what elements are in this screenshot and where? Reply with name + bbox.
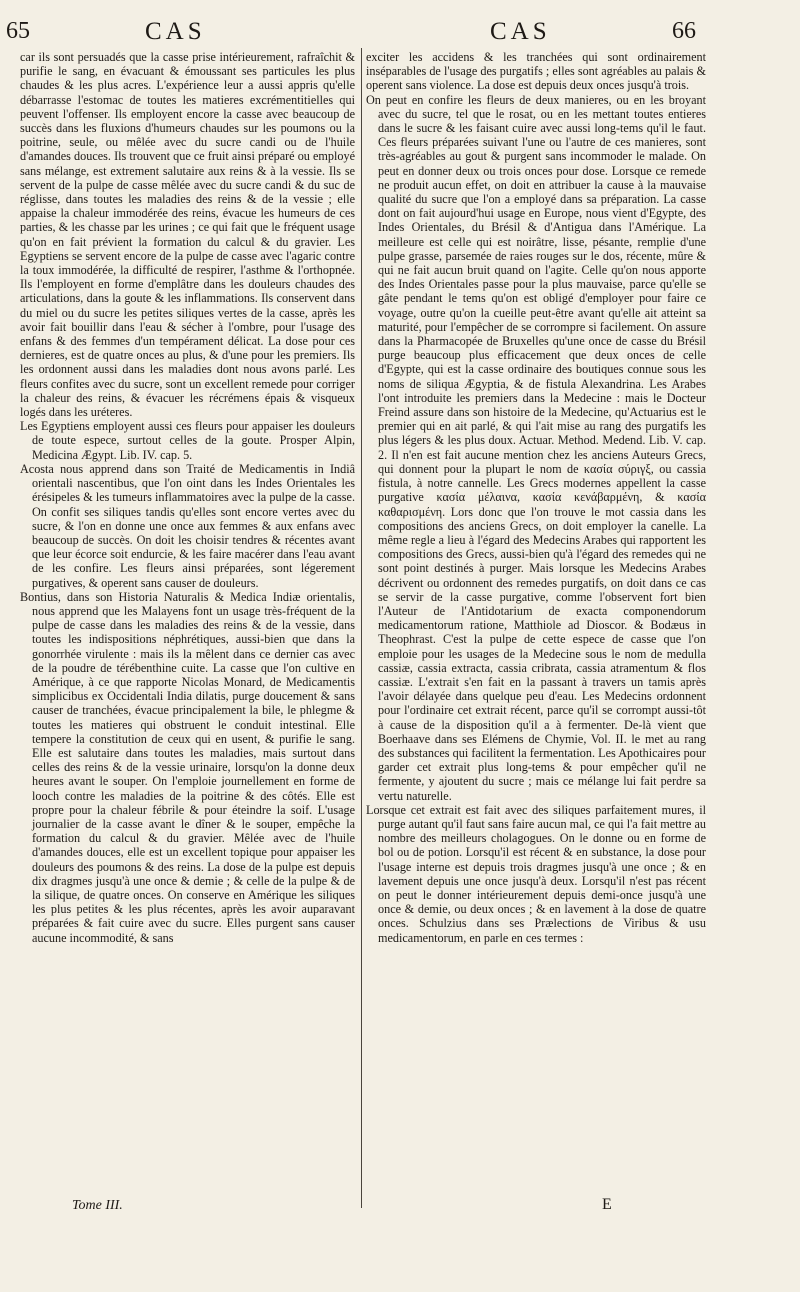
headword-left: CAS xyxy=(145,18,206,45)
running-header xyxy=(0,12,800,45)
column-divider xyxy=(361,48,362,1208)
paragraph: Les Egyptiens employent aussi ces fleurs pour appaiser les douleurs de toute espece, surtout celles de la goute. Prosper Alpin, Medicina Ægypt. Lib. IV. cap. 5. xyxy=(20,419,355,462)
page-number-right: 66 xyxy=(672,18,696,44)
signature-mark: E xyxy=(602,1196,612,1213)
page-number-left: 65 xyxy=(6,18,30,44)
volume-label: Tome III. xyxy=(72,1198,123,1213)
paragraph: Lorsque cet extrait est fait avec des siliques parfaitement mures, il purge autant qu'il faut sans faire aucun mal, ce qui l'a fait mettre au nombre des meilleurs cholagogues. On le donne ou en forme de bol ou de potion. Lorsqu'il est récent & en substance, la dose pour l'usage interne est depuis trois dragmes jusqu'à une once ; & en lavement depuis une once jusqu'à deux. Lorsqu'il n'est pas récent on peut le donner intérieurement depuis demi-once jusqu'à une once & demie, ou deux onces ; & en lavement à la dose de quatre onces. Schulzius dans ses Prælections de Viribus & usu medicamentorum, en parle en ces termes : xyxy=(366,802,706,945)
paragraph: exciter les accidens & les tranchées qui sont ordinairement inséparables de l'usage des purgatifs ; elles sont agréables au palais & operent sans violence. La dose est depuis deux onces jusqu'à trois. xyxy=(366,50,706,93)
paragraph: Bontius, dans son Historia Naturalis & Medica Indiæ orientalis, nous apprend que les Malayens font un usage très-fréquent de la pulpe de casse dans les maladies des reins & de la vessie, dans toutes les indispositions néphrétiques, aussi-bien que dans la gonorrhée virulente : mais ils la mêlent dans ce dernier cas avec de la poudre de térébenthine cuite. La casse que l'on cultive en Amérique, à ce que rapporte Nicolas Monard, de Medicamentis simplicibus ex Occidentali India dilatis, purge doucement & sans causer de tranchées, évacue principalement la bile, le phlegme & toutes les matieres qui obstruent le conduit intestinal. Elle tempere la constitution de ceux qui en usent, & purifie le sang. Elle est salutaire dans toutes les maladies, mais surtout dans celles des reins & de la vessie urinaire, lorsqu'on la donne deux heures avant le souper. On l'emploie journellement en forme de looch contre les maladies de la poitrine & des côtés. Elle est propre pour la chaleur fébrile & pour éteindre la soif. L'usage journalier de la casse avant le dîner & le souper, empêche la formation du calcul & du gravier. Mêlée avec de l'huile d'amandes douces, elle est un excellent topique pour appaiser les douleurs des poumons & des reins. La dose de la pulpe est depuis dix dragmes jusqu'à une once & demie ; & celle de la pulpe & de la silique, de quatre onces. On conserve en Amérique les siliques les plus petites & les plus récentes, après les avoir auparavant préparées & fait cuire avec du sucre. Elles purgent sans causer aucune incommodité, & sans xyxy=(20,589,355,945)
left-column xyxy=(20,50,355,945)
right-column xyxy=(366,50,706,945)
headword-right: CAS xyxy=(490,18,551,45)
paragraph: On peut en confire les fleurs de deux manieres, ou en les broyant avec du sucre, tel que le rosat, ou en les mettant toutes entieres dans le sucre & les faisant cuire avec aussi long-tems qu'il le faut. Ces fleurs préparées suivant l'une ou l'autre de ces manieres, sont très-agréables au gout & purgent sans incommoder le malade. On peut en donner deux ou trois onces pour dose. Lorsque ce remede ne produit aucun effet, on doit en attribuer la cause à la mauvaise qualité du sucre que l'on a employé dans sa préparation. La casse dont on fait aujourd'hui usage en Europe, nous vient d'Egypte, des Indes Orientales, du Brésil & d'Antigua dans l'Amérique. La meilleure est celle qui est noirâtre, lisse, pésante, remplie d'une pulpe grasse, parsemée de raies rouges sur le dos, récente, mûre & qui ne fait aucun bruit quand on l'agite. Celle qu'on nous apporte des Indes Orientales passe pour la plus mauvaise, parce qu'elle se gâte pendant le tems qu'on est obligé d'employer pour faire ce voyage, outre qu'on la cueille peut-être avant qu'elle ait atteint sa maturité, pour l'empêcher de se corrompre si facilement. On assure dans la Pharmacopée de Bruxelles qu'une once de casse du Brésil purge beaucoup plus efficacement que deux onces de celle d'Egypte, qui est la casse ordinaire des boutiques connue sous les noms de siliqua Ægyptia, & de fistula Alexandrina. Les Arabes l'ont introduite les premiers dans la Medecine : mais le Docteur Freind assure dans son histoire de la Medecine, qu'Actuarius est le premier qui en ait parlé, & qui l'ait mise au rang des purgatifs les plus légers & les plus doux. Actuar. Method. Medend. Lib. V. cap. 2. Il n'en est fait aucune mention chez les anciens Auteurs Grecs, qui donnent pour la plupart le nom de κασία σύριγξ, ou cassia fistula, à notre cannelle. Les Grecs modernes appellent la casse purgative κασία μέλαινα, κασία κενάβαρμένη, & κασία καθαρισμένη. Lors donc que l'on trouve le mot cassia dans les compositions des anciens Grecs, on doit employer la canelle. La même regle a lieu à l'égard des Medecins Arabes qui rapportent les compositions des Grecs, aussi-bien qu'à l'égard des remedes qui ne sont point destinés à purger. Mais lorsque les Medecins Arabes décrivent ou ordonnent des remedes purgatifs, on doit dans ce cas se servir de la casse purgative, comme l'observent fort bien l'Auteur de l'Antidotarium de exacta componendorum medicamentorum ratione, Matthiole ad Dioscor. & Bodæus in Theophrast. C'est la pulpe de cette espece de casse que l'on emploie pour les usages de la Medecine sous le nom de medulla cassiæ, cassia extracta, cassia cribrata, cassia atramentum & flos cassiæ. L'extrait s'en fait en la passant à travers un tamis après l'avoir délayée dans quelque peu d'eau. Les Medecins ordonnent pour l'ordinaire cet extrait récent, parce qu'il se corrompt aussi-tôt à cause de la disposition qu'il a à fermenter. De-là vient que Boerhaave dans ses Elémens de Chymie, Vol. II. le met au rang des substances qui facilitent la fermentation. Les Apothicaires pour garder cet extrait plus long-tems & pour empêcher qu'il ne fermente, y ajoutent du sucre ; mais ce mélange lui fait perdre sa vertu naturelle. xyxy=(366,92,706,803)
paragraph: Acosta nous apprend dans son Traité de Medicamentis in Indiâ orientali nascentibus, que l'on oint dans les Indes Orientales les érésipeles & les tumeurs inflammatoires avec la pulpe de la casse. On confit ses siliques tandis qu'elles sont encore vertes avec du sucre, & l'on en donne une once aux femmes & aux enfans avec beaucoup de succès. On doit les choisir tendres & récentes avant que leur écorce soit endurcie, & les faire macérer dans l'eau avant de les confire. Les fleurs ainsi préparées, sont légerement purgatives, & operent sans causer de douleurs. xyxy=(20,461,355,590)
paragraph: car ils sont persuadés que la casse prise intérieurement, rafraîchit & purifie le sang, en évacuant & émoussant ses particules les plus chaudes & les plus acres. L'expérience leur a aussi appris qu'elle débarrasse l'estomac de toutes les matieres excrémentitielles qui peuvent l'offenser. Ils employent encore la casse avec beaucoup de succès dans les fluxions d'humeurs chaudes sur les poumons ou la poitrine, seule, ou mêlée avec du sucre candi ou de l'huile d'amandes douces. Ils trouvent que ce fruit ainsi préparé ou employé sans mélange, est extrement salutaire aux reins & à la vessie. Ils se servent de la pulpe de casse mêlée avec du sucre candi & du suc de réglisse, dans toutes les maladies des reins & de la vessie ; elle appaise la chaleur immodérée des reins, évacue les humeurs de ces parties, & les chasse par les urines ; ce qui fait que le fréquent usage qu'on en fait prévient la formation du calcul & du gravier. Les Egyptiens se servent encore de la pulpe de casse avec l'agaric contre la toux immodérée, la difficulté de respirer, l'asthme & l'orthopnée. Ils l'employent en forme d'emplâtre dans les douleurs chaudes des articulations, dans la goute & les inflammations. Ils conservent dans du miel ou du sucre les petites siliques vertes de la casse, après les avoir fait bouillir dans l'eau & sécher à l'ombre, pour l'usage des enfans & des femmes d'un tempérament délicat. La dose pour ces dernieres, est de quatre onces au plus, & d'une pour les premiers. Ils les ordonnent aussi dans les maladies dont nous avons parlé. Les fleurs confites avec du sucre, sont un excellent remede pour corriger la chaleur des reins, & évacuer les récrémens épais & visqueux logés dans les uréteres. xyxy=(20,50,355,420)
